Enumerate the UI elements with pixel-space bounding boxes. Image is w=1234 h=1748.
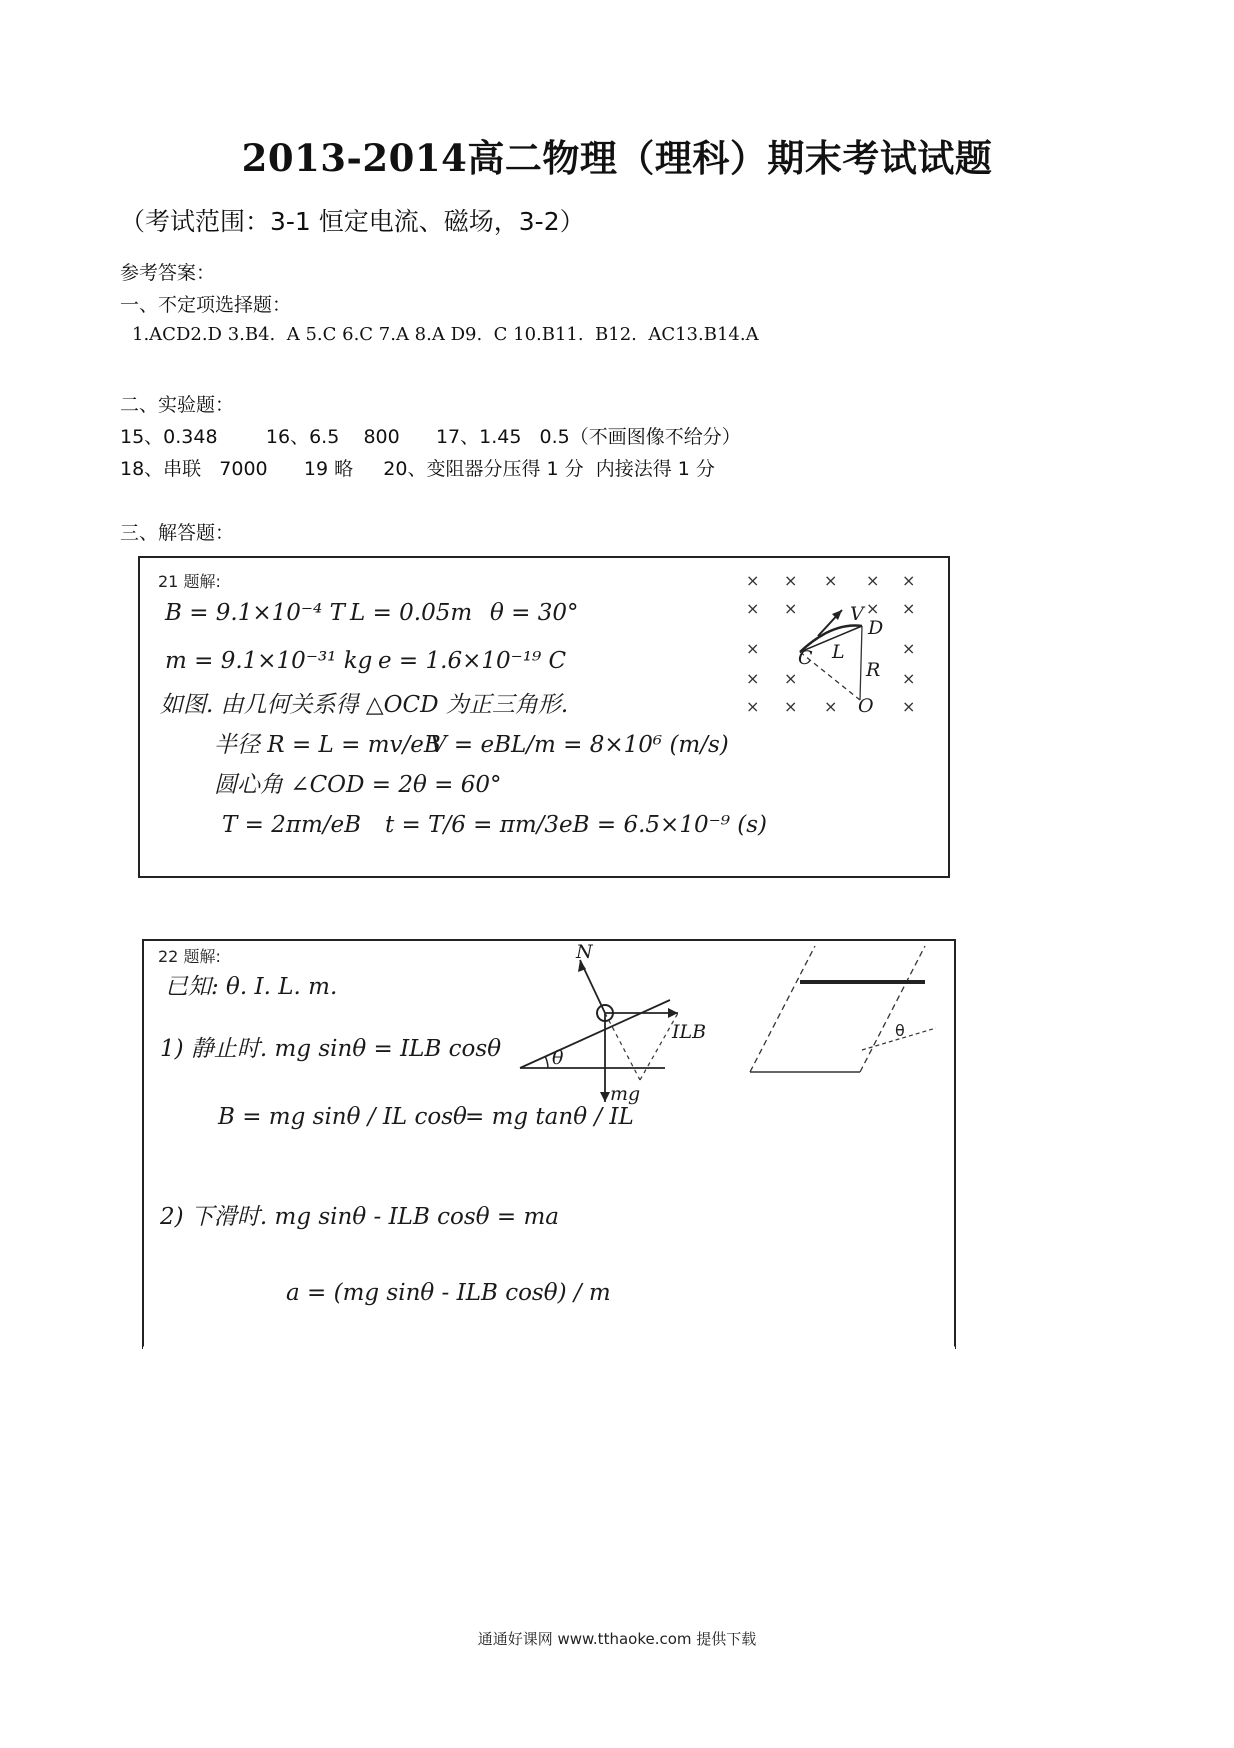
q21-label: 21 题解: bbox=[158, 572, 221, 591]
q21-line6a: T = 2πm/eB bbox=[222, 812, 362, 838]
answer-key-label: 参考答案： bbox=[120, 262, 216, 284]
q22-line2: 1) 静止时. mg sinθ = ILB cosθ bbox=[160, 1036, 502, 1062]
section1-answers: 1.ACD2.D 3.B4. A 5.C 6.C 7.A 8.A D9. C 10.B11. B12. AC13.B14.A bbox=[132, 324, 759, 345]
q22-line3b: = mg tanθ / IL bbox=[465, 1104, 634, 1130]
q21-line4a: 半径 R = L = mv/eB bbox=[214, 732, 441, 758]
svg-text:×: × bbox=[746, 571, 760, 590]
field-cross-marks bbox=[746, 571, 915, 716]
q22-line3a: B = mg sinθ / IL cosθ bbox=[218, 1104, 467, 1130]
footer-source: 通通好课网 www.tthaoke.com 提供下载 bbox=[477, 1630, 757, 1648]
svg-text:×: × bbox=[784, 669, 798, 688]
q21-line1b: L = 0.05m bbox=[350, 600, 473, 626]
svg-text:×: × bbox=[784, 571, 798, 590]
svg-text:×: × bbox=[902, 599, 916, 618]
svg-text:×: × bbox=[746, 697, 760, 716]
q21-line3: 如图. 由几何关系得 △OCD 为正三角形. bbox=[160, 692, 569, 718]
section1-heading: 一、不定项选择题： bbox=[120, 294, 292, 316]
q21-radius-od bbox=[860, 626, 862, 700]
q22-rail-theta: θ bbox=[895, 1021, 905, 1040]
incline-line bbox=[520, 1000, 670, 1068]
q22-fig-n: N bbox=[576, 941, 593, 963]
svg-text:×: × bbox=[902, 697, 916, 716]
q21-fig-r: R bbox=[866, 659, 881, 681]
svg-text:×: × bbox=[746, 599, 760, 618]
section3-heading: 三、解答题： bbox=[120, 522, 235, 544]
q21-field-figure bbox=[746, 571, 915, 717]
section2-line1: 15、0.348 16、6.5 800 17、1.45 0.5（不画图像不给分） bbox=[120, 426, 741, 448]
q21-line2a: m = 9.1×10⁻³¹ kg bbox=[165, 648, 373, 674]
exam-scope: （考试范围：3-1 恒定电流、磁场，3-2） bbox=[120, 207, 585, 236]
q22-line1: 已知: θ. I. L. m. bbox=[165, 974, 338, 1000]
q21-line2b: e = 1.6×10⁻¹⁹ C bbox=[378, 648, 567, 674]
q21-fig-c: C bbox=[798, 647, 813, 669]
svg-text:×: × bbox=[902, 639, 916, 658]
q22-fig-ilb: ILB bbox=[672, 1021, 707, 1043]
q22-fig-mg: mg bbox=[610, 1083, 641, 1105]
svg-text:×: × bbox=[824, 697, 838, 716]
q22-line4: 2) 下滑时. mg sinθ - ILB cosθ = ma bbox=[160, 1204, 559, 1230]
svg-text:×: × bbox=[866, 599, 880, 618]
q21-line1a: B = 9.1×10⁻⁴ T bbox=[165, 600, 345, 626]
q21-line5: 圆心角 ∠COD = 2θ = 60° bbox=[214, 772, 502, 798]
svg-text:×: × bbox=[746, 639, 760, 658]
svg-text:×: × bbox=[784, 697, 798, 716]
q22-line5: a = (mg sinθ - ILB cosθ) / m bbox=[286, 1280, 611, 1306]
svg-text:×: × bbox=[902, 669, 916, 688]
svg-text:×: × bbox=[866, 571, 880, 590]
q21-fig-v: V bbox=[850, 603, 864, 625]
svg-text:×: × bbox=[746, 669, 760, 688]
svg-text:×: × bbox=[824, 571, 838, 590]
q21-fig-d: D bbox=[868, 617, 884, 639]
q22-rail-sketch bbox=[750, 946, 936, 1072]
q21-fig-l: L bbox=[832, 641, 845, 663]
svg-text:×: × bbox=[902, 571, 916, 590]
q21-line6b: t = T/6 = πm/3eB = 6.5×10⁻⁹ (s) bbox=[385, 812, 768, 838]
q21-line4b: V = eBL/m = 8×10⁶ (m/s) bbox=[430, 732, 729, 758]
section2-line2: 18、串联 7000 19 略 20、变阻器分压得 1 分 内接法得 1 分 bbox=[120, 458, 715, 480]
q22-fig-theta: θ bbox=[552, 1047, 564, 1069]
q22-label: 22 题解: bbox=[158, 947, 221, 966]
page-title: 2013-2014高二物理（理科）期末考试试题 bbox=[241, 136, 993, 180]
q21-fig-o: O bbox=[858, 695, 874, 717]
section2-heading: 二、实验题： bbox=[120, 394, 235, 416]
q22-force-diagram bbox=[520, 941, 706, 1105]
svg-text:×: × bbox=[784, 599, 798, 618]
q21-line1c: θ = 30° bbox=[490, 600, 579, 626]
